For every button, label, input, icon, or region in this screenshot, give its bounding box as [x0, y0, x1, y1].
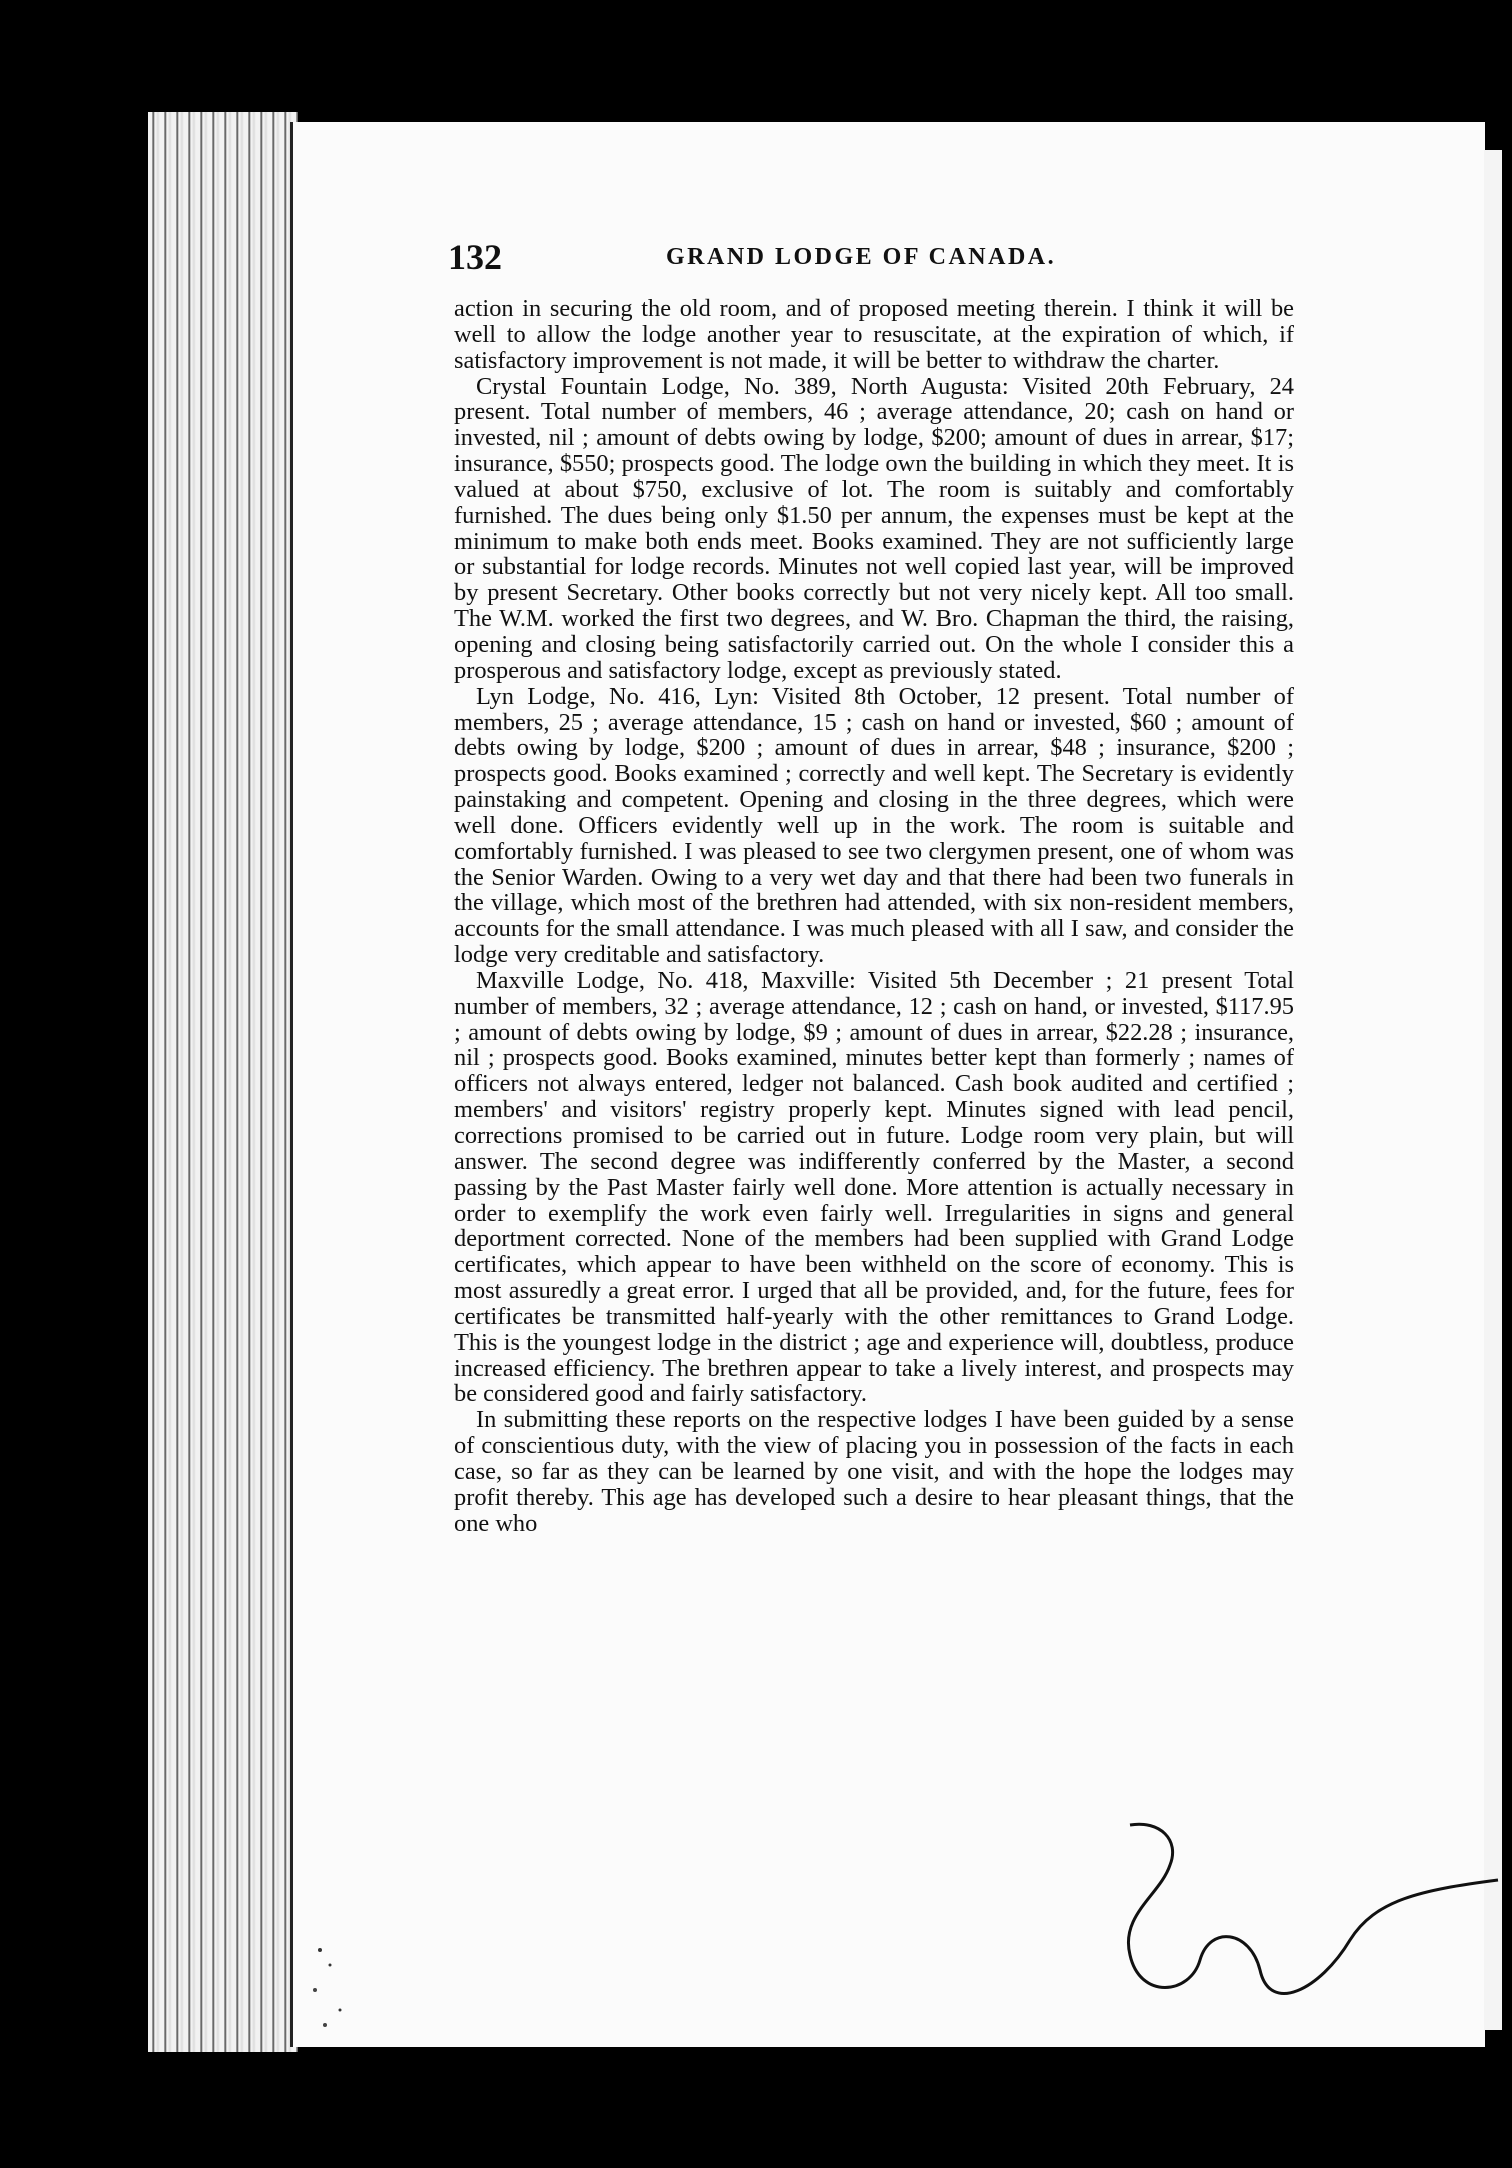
pen-scribble-mark	[1100, 1820, 1500, 2020]
paragraph-closing-remarks: In submitting these reports on the respective lodges I have been guided by a sense of conscientious duty, with the view of placing you in possession of the facts in each case, so far as they can be learned by one visit, and with the hope the lodges may profit thereby. This age has developed such a desire to hear pleasant things, that the one who	[454, 1406, 1294, 1537]
facing-page-edge	[1484, 150, 1502, 2030]
running-head: GRAND LODGE OF CANADA.	[666, 244, 1057, 270]
page-header	[448, 236, 1328, 286]
margin-specks	[300, 1930, 380, 2040]
page-number: 132	[448, 237, 502, 277]
body-text	[454, 296, 1294, 1537]
book-page-edges	[148, 112, 298, 2052]
paragraph-crystal-fountain-lodge: Crystal Fountain Lodge, No. 389, North Augusta: Visited 20th February, 24 present. Total number of members, 46 ; average attendance, 20; cash on hand or invested, nil ; amount of debts owing by lodge, $200; amount of dues in arrear, $17; insurance, $550; prospects good. The lodge own the building in which they meet. It is valued at about $750, exclusive of lot. The room is suitably and comfortably furnished. The dues being only $1.50 per annum, the expenses must be kept at the minimum to make both ends meet. Books examined. They are not sufficiently large or substantial for lodge records. Minutes not well copied last year, will be improved by present Secretary. Other books correctly but not very nicely kept. All too small. The W.M. worked the first two degrees, and W. Bro. Chapman the third, the raising, opening and closing being satisfactorily carried out. On the whole I consider this a prosperous and satisfactory lodge, except as previously stated.	[454, 372, 1294, 684]
paragraph-continuation: action in securing the old room, and of proposed meeting therein. I think it will be well to allow the lodge another year to resuscitate, at the expiration of which, if satisfactory improvement is not made, it will be better to withdraw the charter.	[454, 295, 1294, 374]
paragraph-maxville-lodge: Maxville Lodge, No. 418, Maxville: Visited 5th December ; 21 present Total number of members, 32 ; average attendance, 12 ; cash on hand, or invested, $117.95 ; amount of debts owing by lodge, $9 ; amount of dues in arrear, $22.28 ; insurance, nil ; prospects good. Books examined, minutes better kept than formerly ; names of officers not always entered, ledger not balanced. Cash book audited and certified ; members' and visitors' registry properly kept. Minutes signed with lead pencil, corrections promised to be carried out in future. Lodge room very plain, but will answer. The second degree was indifferently conferred by the Master, a second passing by the Past Master fairly well done. More attention is actually necessary in order to exemplify the work even fairly well. Irregularities in signs and general deportment corrected. None of the members had been supplied with Grand Lodge certificates, which appear to have been withheld on the score of economy. This is most assuredly a great error. I urged that all be provided, and, for the future, fees for certificates be transmitted half-yearly with the other remittances to Grand Lodge. This is the youngest lodge in the district ; age and experience will, doubtless, produce increased efficiency. The brethren appear to take a lively interest, and prospects may be considered good and fairly satisfactory.	[454, 966, 1294, 1408]
paragraph-lyn-lodge: Lyn Lodge, No. 416, Lyn: Visited 8th October, 12 present. Total number of members, 25 ; average attendance, 15 ; cash on hand or invested, $60 ; amount of debts owing by lodge, $200 ; amount of dues in arrear, $48 ; insurance, $200 ; prospects good. Books examined ; correctly and well kept. The Secretary is evidently painstaking and competent. Opening and closing in the three degrees, which were well done. Officers evidently well up in the work. The room is suitable and comfortably furnished. I was pleased to see two clergymen present, one of whom was the Senior Warden. Owing to a very wet day and that there had been two funerals in the village, which most of the brethren had attended, with six non-resident members, accounts for the small attendance. I was much pleased with all I saw, and consider the lodge very creditable and satisfactory.	[454, 682, 1294, 969]
